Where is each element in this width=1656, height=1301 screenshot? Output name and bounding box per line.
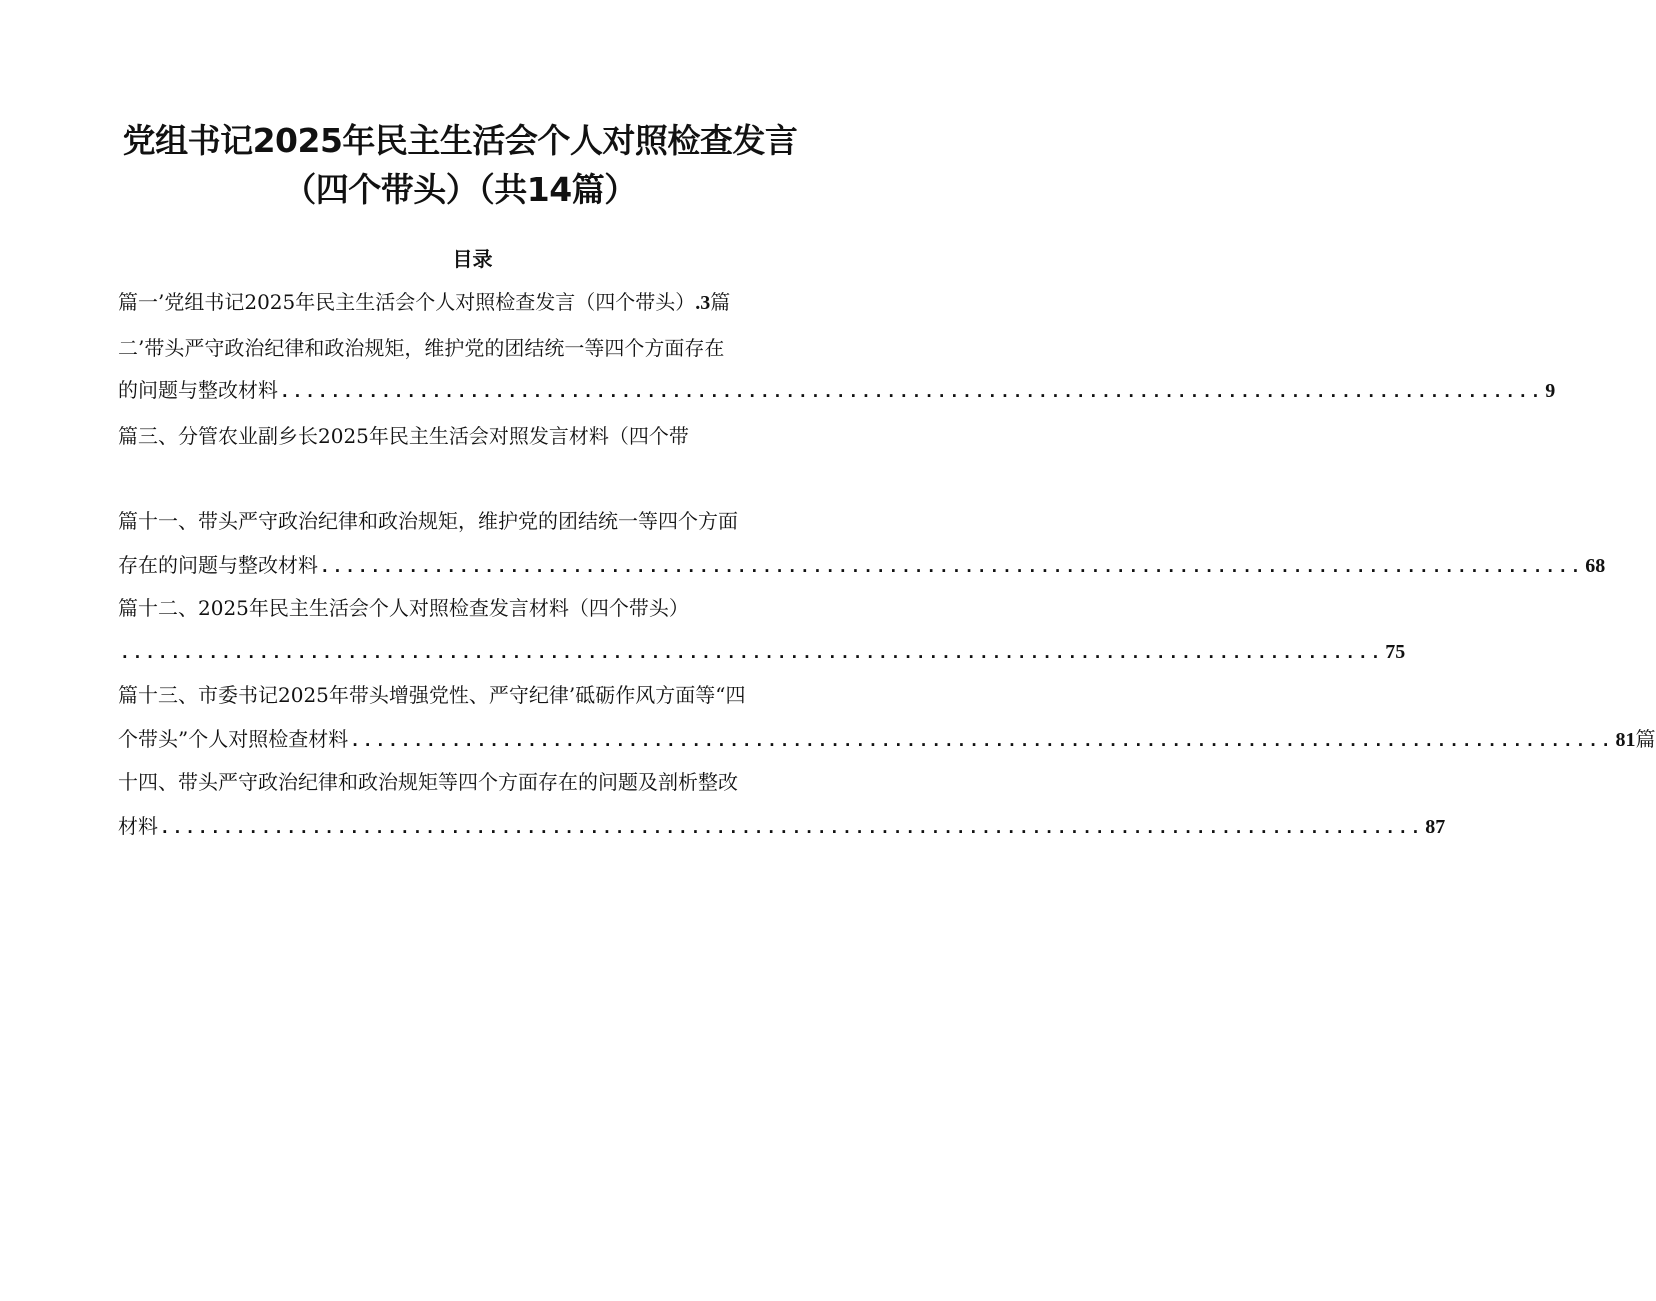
toc-line[interactable] <box>118 332 830 364</box>
toc-entry-text: 的问题与整改材料 <box>118 378 278 402</box>
toc-entry-text: 二’带头严守政治纪律和政治规矩，维护党的团结统一等四个方面存在 <box>118 336 725 360</box>
toc-entry-text: 个带头”个人对照检查材料 <box>118 727 349 751</box>
toc-page-number: .3 <box>695 292 711 314</box>
toc-entry-text: 篇十三、市委书记2025年带头增强党性、严守纪律’砥砺作风方面等“四 <box>118 683 746 707</box>
toc-leader-dots: .................................................................................................... <box>120 643 1384 662</box>
toc-page-number: 87 <box>1425 816 1446 838</box>
toc-page-number: 75 <box>1385 641 1406 663</box>
toc-line[interactable] <box>118 810 1446 842</box>
document-title-line-2: （四个带头）（共14篇） <box>283 170 637 209</box>
toc-line[interactable] <box>118 592 830 624</box>
toc-line[interactable] <box>118 286 830 318</box>
document-title-line-1: 党组书记2025年民主生活会个人对照检查发言 <box>122 121 798 160</box>
toc-page-number: 9 <box>1545 380 1556 402</box>
toc-entry-text: 存在的问题与整改材料 <box>118 553 318 577</box>
toc-line[interactable] <box>118 374 1556 406</box>
toc-leader-dots: .................................................................................................... <box>280 382 1544 401</box>
toc-line[interactable] <box>118 679 830 711</box>
toc-line[interactable] <box>118 420 830 452</box>
toc-entry-text: 篇十一、带头严守政治纪律和政治规矩，维护党的团结统一等四个方面 <box>118 509 738 533</box>
toc-entry-text: 篇三、分管农业副乡长2025年民主生活会对照发言材料（四个带 <box>118 424 689 448</box>
toc-leader-dots: .................................................................................................... <box>320 557 1584 576</box>
toc-entry-text: 材料 <box>118 814 158 838</box>
toc-entry-text: 篇一’党组书记2025年民主生活会个人对照检查发言（四个带头） <box>118 290 696 314</box>
toc-entry-text: 篇 <box>1635 727 1656 751</box>
toc-line[interactable] <box>118 505 830 537</box>
toc-heading: 目录 <box>452 247 493 271</box>
toc-line[interactable] <box>118 723 1656 755</box>
toc-leader-dots: .................................................................................................... <box>160 818 1424 837</box>
toc-leader-dots: .................................................................................................... <box>350 731 1614 750</box>
toc-line[interactable] <box>118 636 1406 668</box>
toc-entry-text: 篇十二、2025年民主生活会个人对照检查发言材料（四个带头） <box>118 596 689 620</box>
toc-page-number: 81 <box>1615 729 1636 751</box>
toc-line[interactable] <box>118 549 1606 581</box>
toc-entry-text: 十四、带头严守政治纪律和政治规矩等四个方面存在的问题及剖析整改 <box>118 770 738 794</box>
toc-entry-text: 篇 <box>710 290 731 314</box>
toc-line[interactable] <box>118 766 830 798</box>
toc-page-number: 68 <box>1585 555 1606 577</box>
